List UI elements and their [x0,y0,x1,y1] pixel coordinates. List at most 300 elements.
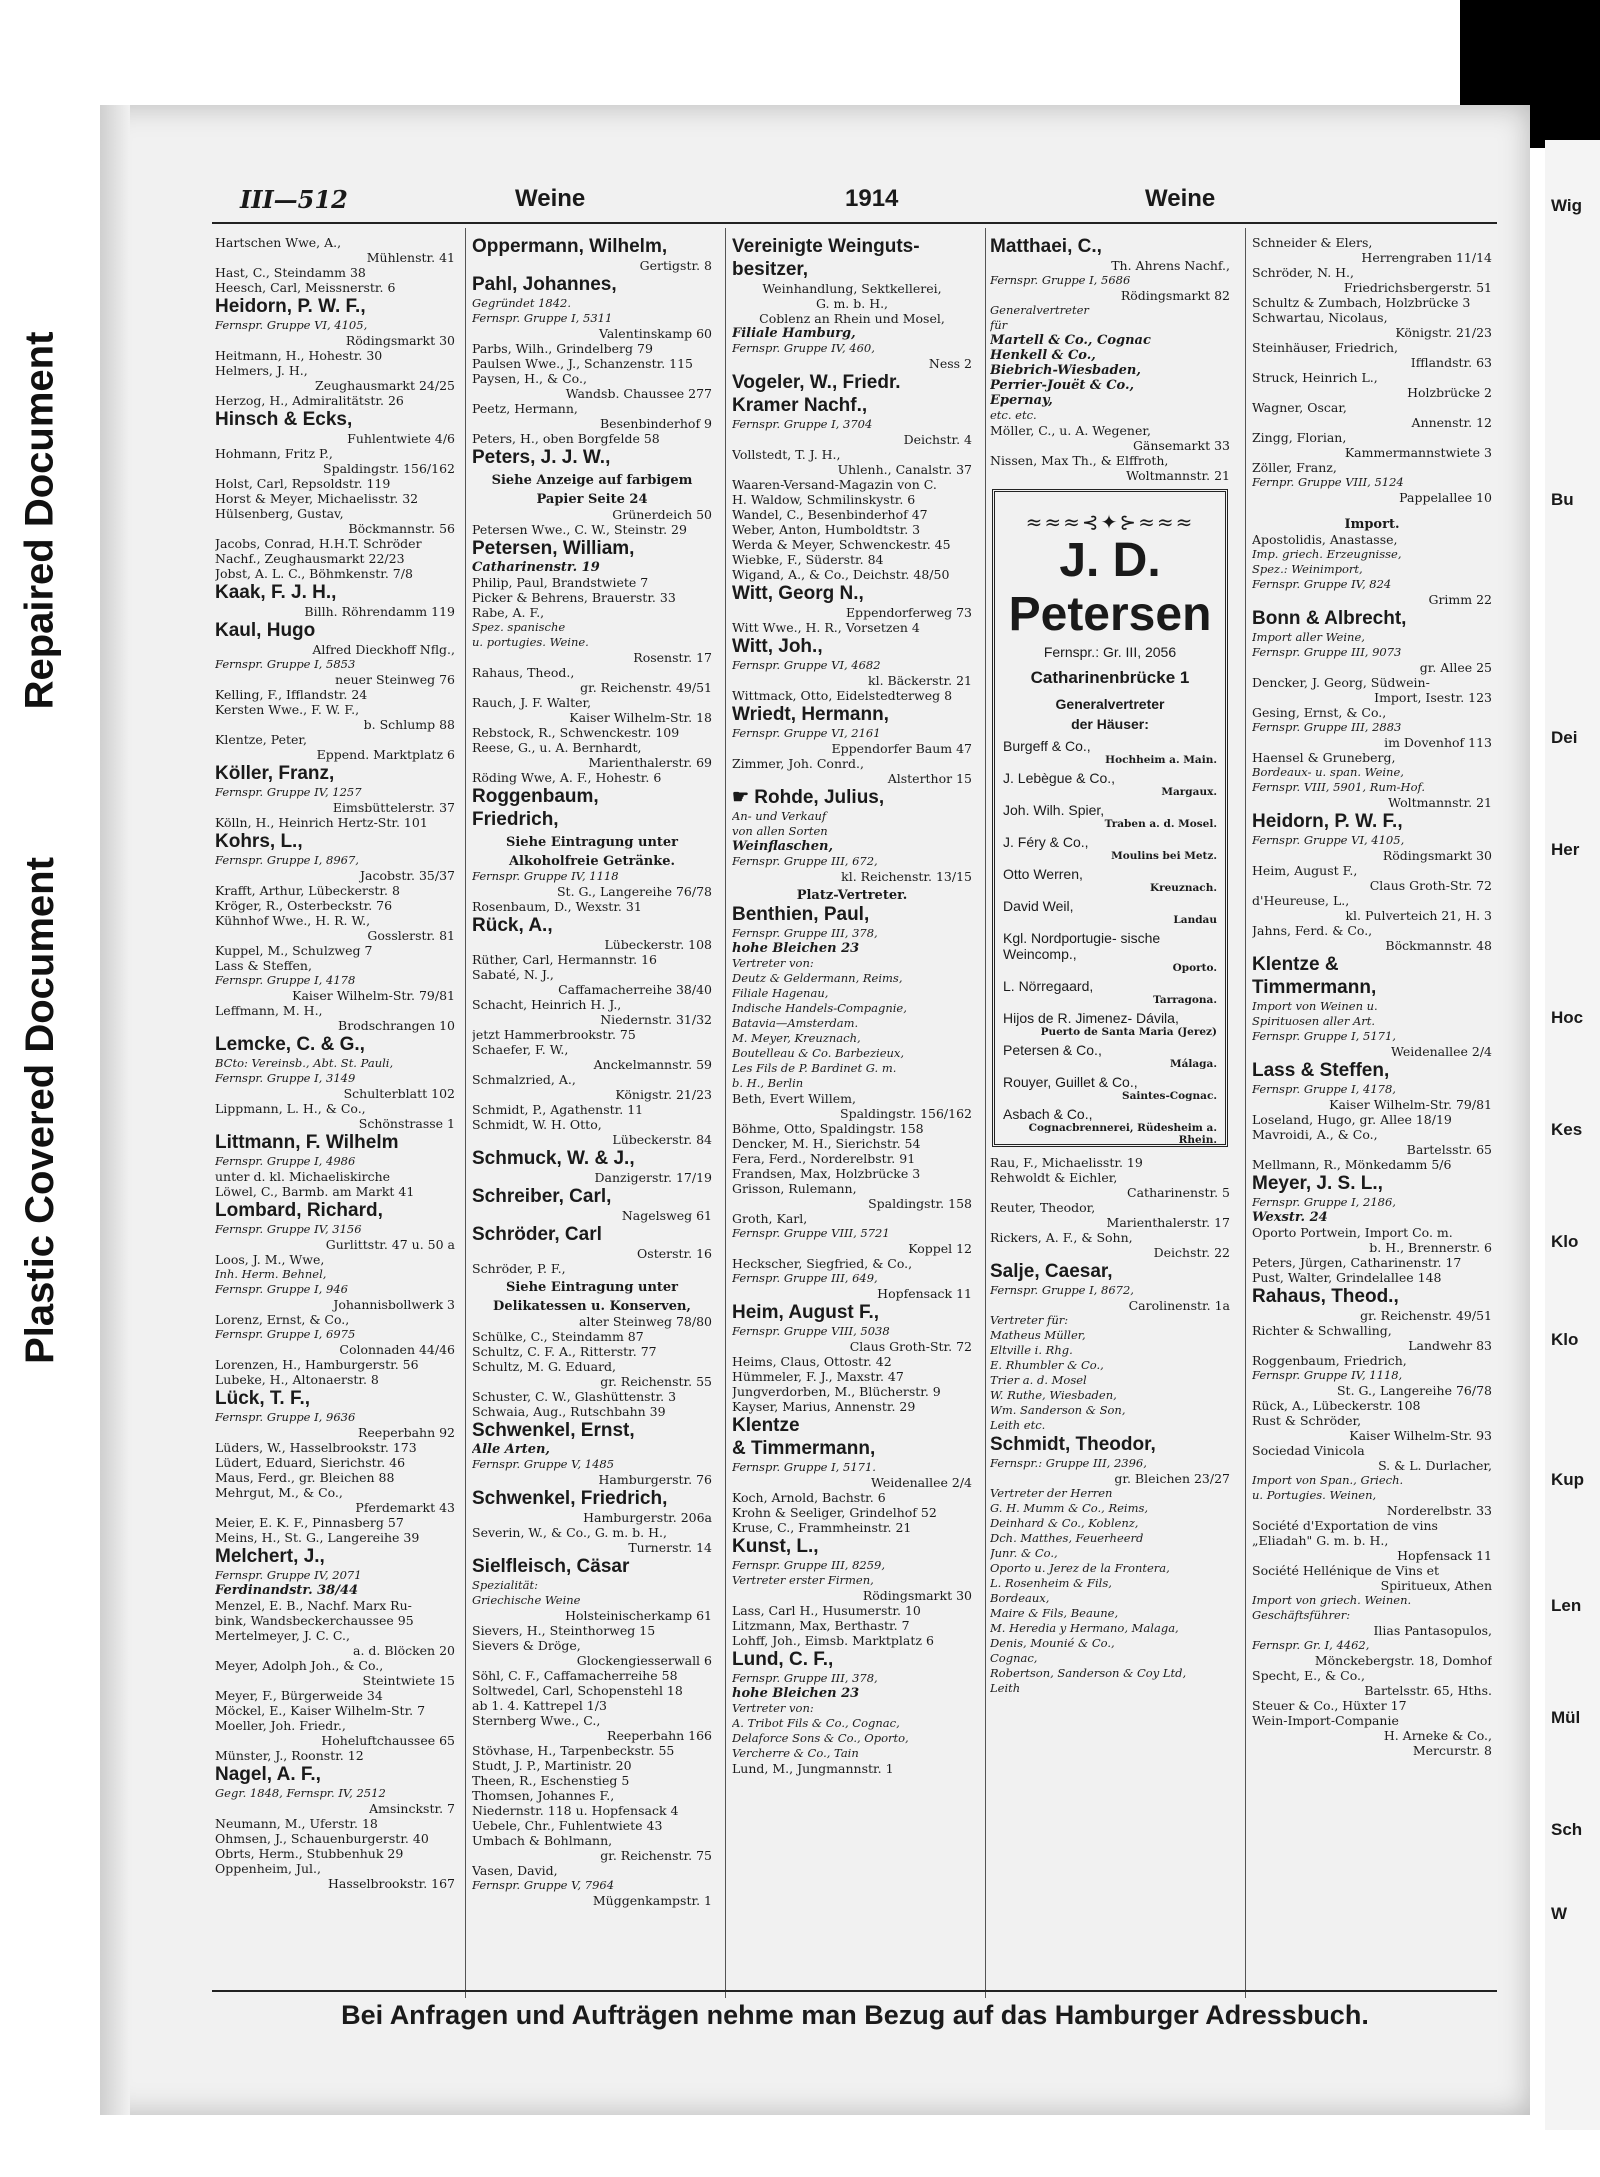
entry-line: gr. Reichenstr. 55 [600,1374,712,1389]
entry-line: Kröger, R., Osterbeckstr. 76 [215,898,393,913]
entry-line: Böckmannstr. 48 [1385,938,1492,953]
entry-line: etc. etc. [990,408,1037,422]
entry-line: Wandsb. Chaussee 277 [565,386,712,401]
entry-line: Eppendorfer Baum 47 [831,741,972,756]
entry-line: Import, Isestr. 123 [1374,690,1492,705]
entry-line: Wagner, Oscar, [1252,400,1347,415]
entry-line: An- und Verkauf [732,809,827,823]
entry-name: Littmann, F. Wilhelm [215,1132,399,1153]
ad-house-name: J. Féry & Co., [1003,834,1089,850]
entry-line: Colonnaden 44/46 [339,1342,455,1357]
entry-line: Uebele, Chr., Fuhlentwiete 43 [472,1818,663,1833]
entry-line: Fernspr. Gruppe I, 3149 [215,1071,356,1085]
entry-line: Nagelsweg 61 [621,1208,712,1223]
column-5 [1252,235,1492,2005]
entry-line: Delikatessen u. Konserven, [493,1299,691,1314]
entry-line: Hopfensack 11 [1397,1548,1492,1563]
column-4 [990,235,1230,2005]
entry-name: & Timmermann, [732,1438,876,1459]
entry-line: Mühlenstr. 41 [366,250,455,265]
entry-line: Eimsbüttelerstr. 37 [332,800,455,815]
entry-line: Valentinskamp 60 [598,326,712,341]
entry-line: Zeughausmarkt 24/25 [315,378,455,393]
entry-line: Rebstock, R., Schwenckestr. 109 [472,725,680,740]
adjacent-page-fragment: Bu [1551,490,1574,509]
entry-line: Bartelsstr. 65 [1406,1142,1492,1157]
entry-line: Stövhase, H., Tarpenbeckstr. 55 [472,1743,675,1758]
entry-line: Leffmann, M. H., [215,1003,323,1018]
entry-name: Lück, T. F., [215,1388,311,1409]
entry-line: Wiebke, F., Süderstr. 84 [732,552,884,567]
entry-line: Heims, Claus, Ottostr. 42 [732,1354,892,1369]
entry-line: Schultz, M. G. Eduard, [472,1359,617,1374]
entry-line: M. Meyer, Kreuznach, [732,1031,861,1045]
entry-line: Deinhard & Co., Koblenz, [990,1516,1139,1530]
entry-line: Fernspr. Gruppe VI, 4105, [1252,833,1405,847]
entry-line: Ohmsen, J., Schauenburgerstr. 40 [215,1831,429,1846]
entry-line: Kölln, H., Heinrich Hertz-Str. 101 [215,815,428,830]
entry-line: Niedernstr. 31/32 [600,1012,712,1027]
ad-house-town: Kreuznach. [1149,882,1217,894]
entry-line: Steintwiete 15 [362,1673,455,1688]
entry-line: von allen Sorten [732,824,828,838]
adjacent-page-fragment: Klo [1551,1232,1579,1251]
entry-line: Ilias Pantasopulos, [1373,1623,1492,1638]
entry-name: Köller, Franz, [215,763,335,784]
entry-line: Inh. Herm. Behnel, [215,1267,327,1281]
entry-line: neuer Steinweg 76 [335,672,455,687]
entry-line: Bordeaux- u. span. Weine, [1252,765,1404,779]
entry-line: Martell & Co., Cognac [990,333,1151,348]
entry-line: Heckscher, Siegfried, & Co., [732,1256,913,1271]
entry-line: Theen, R., Eschenstieg 5 [472,1773,630,1788]
entry-line: Münster, J., Roonstr. 12 [215,1748,364,1763]
entry-line: Weber, Anton, Humboldtstr. 3 [732,522,921,537]
entry-line: Vercherre & Co., Tain [732,1746,859,1760]
entry-line: gr. Reichenstr. 75 [600,1848,712,1863]
entry-line: Waaren-Versand-Magazin von C. [732,477,937,492]
adjacent-page-fragment: Len [1551,1596,1582,1615]
entry-line: d'Heureuse, L., [1252,893,1350,908]
entry-line: für [990,318,1008,332]
entry-name: ☛ Rohde, Julius, [732,787,885,808]
entry-name: Oppermann, Wilhelm, [472,236,668,257]
entry-line: Eppendorferweg 73 [845,605,972,620]
entry-line: Ferdinandstr. 38/44 [215,1583,359,1598]
entry-line: Hamburgerstr. 206a [583,1510,712,1525]
entry-line: Krohn & Seeliger, Grindelhof 52 [732,1505,937,1520]
entry-line: L. Rosenheim & Fils, [990,1576,1112,1590]
entry-line: gr. Bleichen 23/27 [1114,1471,1230,1486]
entry-line: jetzt Hammerbrookstr. 75 [472,1027,636,1042]
entry-line: Maus, Ferd., gr. Bleichen 88 [215,1470,395,1485]
entry-line: Pferdemarkt 43 [355,1500,455,1515]
entry-line: Schultz, C. F. A., Ritterstr. 77 [472,1344,657,1359]
entry-line: Meyer, F., Bürgerweide 34 [215,1688,383,1703]
header-year: 1914 [845,185,899,212]
entry-line: Schülke, C., Steindamm 87 [472,1329,644,1344]
entry-line: Müggenkampstr. 1 [592,1893,712,1908]
ad-house-town: Landau [1173,914,1217,926]
entry-name: Schwenkel, Ernst, [472,1420,635,1441]
entry-line: Nissen, Max Th., & Elffroth, [990,453,1169,468]
ad-name-initials: J. D. [1059,534,1161,587]
entry-line: Spez. spanische [472,620,566,634]
entry-line: Niedernstr. 118 u. Hopfensack 4 [472,1803,679,1818]
entry-line: Geschäftsführer: [1252,1608,1351,1622]
entry-line: Fernspr. Gruppe V, 1485 [472,1457,615,1471]
entry-line: Beth, Evert Willem, [732,1091,857,1106]
entry-line: Klentze, Peter, [215,732,307,747]
entry-line: Kaiser Wilhelm-Str. 93 [1349,1428,1492,1443]
entry-line: Rödingsmarkt 82 [1120,288,1230,303]
ad-house-name: David Weil, [1003,898,1074,914]
entry-line: Kersten Wwe., F. W. F., [215,702,360,717]
entry-line: G. H. Mumm & Co., Reims, [990,1501,1149,1515]
column-divider [985,228,986,1998]
ad-house-town: Saintes-Cognac. [1122,1090,1217,1102]
entry-name: Heidorn, P. W. F., [1252,811,1403,832]
entry-line: Biebrich-Wiesbaden, [990,363,1141,378]
entry-line: Uhlenh., Canalstr. 37 [837,462,972,477]
entry-line: Möller, C., u. A. Wegener, [990,423,1151,438]
entry-line: Löwel, C., Barmb. am Markt 41 [215,1184,415,1199]
entry-line: Meyer, Adolph Joh., & Co., [215,1658,384,1673]
entry-line: Fernspr. Gruppe III, 378, [732,1671,878,1685]
ad-house-name: Petersen & Co., [1003,1042,1102,1058]
entry-line: Schwartau, Nicolaus, [1252,310,1388,325]
entry-line: Spaldingstr. 158 [868,1196,972,1211]
entry-name: Klentze & [1252,954,1339,975]
entry-line: Fernspr. Gruppe III, 649, [732,1271,878,1285]
entry-line: Rosenbaum, D., Wexstr. 31 [472,899,642,914]
entry-line: Weidenallee 2/4 [1390,1044,1492,1059]
entry-line: Glockengiesserwall 6 [576,1653,712,1668]
entry-name: Kohrs, L., [215,831,303,852]
entry-line: Vasen, David, [472,1863,558,1878]
entry-line: Société d'Exportation de vins [1252,1518,1438,1533]
entry-line: Zingg, Florian, [1252,430,1347,445]
entry-line: Grimm 22 [1428,592,1492,607]
entry-line: „Eliadah" G. m. b. H., [1252,1533,1389,1548]
entry-line: Weinflaschen, [732,839,834,854]
entry-line: Jahns, Ferd. & Co., [1252,923,1373,938]
entry-line: a. d. Blöcken 20 [353,1643,455,1658]
entry-line: Witt Wwe., H. R., Vorsetzen 4 [732,620,920,635]
entry-line: gr. Reichenstr. 49/51 [580,680,712,695]
entry-line: Fernspr. Gruppe IV, 2071 [215,1568,362,1582]
entry-line: Krafft, Arthur, Lübeckerstr. 8 [215,883,400,898]
adjacent-page-fragment: Mül [1551,1708,1581,1727]
entry-line: Junr. & Co., [990,1546,1058,1560]
entry-line: Böhme, Otto, Spaldingstr. 158 [732,1121,924,1136]
ad-house-name: Otto Werren, [1003,866,1083,882]
entry-line: Fernspr. Gruppe VI, 2161 [732,726,881,740]
entry-name: besitzer, [732,259,809,280]
entry-line: Import. [1344,517,1400,532]
entry-line: Rosenstr. 17 [633,650,712,665]
entry-line: Moeller, Joh. Friedr., [215,1718,346,1733]
entry-line: Eppend. Marktplatz 6 [316,747,455,762]
entry-line: St. G., Langereihe 76/78 [556,884,712,899]
column-divider [465,228,466,1998]
ad-name-surname: Petersen [1008,588,1212,641]
entry-line: Hamburgerstr. 76 [598,1472,712,1487]
entry-line: Perrier-Jouët & Co., [990,378,1135,393]
entry-line: Imp. griech. Erzeugnisse, [1252,547,1402,561]
entry-line: Grisson, Rulemann, [732,1181,857,1196]
entry-line: Matheus Müller, [990,1328,1086,1342]
entry-line: Jungverdorben, M., Blücherstr. 9 [732,1384,941,1399]
entry-line: Fernspr. Gruppe III, 672, [732,854,878,868]
entry-line: Fernspr. Gruppe III, 2883 [1252,720,1402,734]
entry-line: Jacobstr. 35/37 [359,868,455,883]
entry-line: Obrts, Herm., Stubbenhuk 29 [215,1846,404,1861]
entry-line: Osterstr. 16 [637,1246,712,1261]
entry-line: Eltville i. Rhg. [990,1343,1073,1357]
entry-line: Röding Wwe, A. F., Hohestr. 6 [472,770,662,785]
column-4-bottom [990,1155,1230,1696]
entry-line: Batavia—Amsterdam. [732,1016,859,1030]
entry-line: Zimmer, Joh. Conrd., [732,756,864,771]
entry-line: Fernspr. Gruppe I, 5686 [990,273,1131,287]
entry-line: Fernspr. Gruppe I, 5171, [1252,1029,1396,1043]
entry-line: Struck, Heinrich L., [1252,370,1378,385]
header-left-title: Weine [515,185,586,212]
column-divider [725,228,726,1998]
entry-line: Fernpr. Gruppe VIII, 5124 [1252,475,1404,489]
entry-line: Vertreter für: [990,1313,1069,1327]
entry-line: Fernspr. Gruppe I, 9636 [215,1410,356,1424]
entry-line: Fernspr. Gruppe VIII, 5721 [732,1226,890,1240]
entry-line: Th. Ahrens Nachf., [1111,258,1230,273]
entry-line: Carolinenstr. 1a [1128,1298,1230,1313]
entry-line: Fernspr. Gruppe III, 8259, [732,1558,886,1572]
entry-line: Mellmann, R., Mönkedamm 5/6 [1252,1157,1452,1172]
entry-line: Schröder, P. F., [472,1261,566,1276]
entry-line: hohe Bleichen 23 [732,941,860,956]
entry-line: Fernspr. Gr. I, 4462, [1252,1638,1370,1652]
entry-line: Kaiser Wilhelm-Str. 79/81 [1329,1097,1492,1112]
entry-line: Schmidt, P., Agathenstr. 11 [472,1102,644,1117]
entry-line: Heitmann, H., Hohestr. 30 [215,348,383,363]
entry-line: Spez.: Weinimport, [1252,562,1363,576]
entry-line: Schuster, C. W., Glashüttenstr. 3 [472,1389,677,1404]
entry-line: Rust & Schröder, [1252,1413,1362,1428]
ad-house-town: Moulins bei Metz. [1111,850,1217,862]
entry-line: Soltwedel, Carl, Schopenstehl 18 [472,1683,683,1698]
ad-house-list [1003,738,1217,1146]
page-header [215,185,1495,215]
entry-line: Amsinckstr. 7 [369,1801,455,1816]
entry-line: Fernspr. Gruppe I, 4986 [215,1154,356,1168]
entry-line: Boutelleau & Co. Barbezieux, [732,1046,905,1060]
entry-line: Import von griech. Weinen. [1252,1593,1412,1607]
entry-line: G. m. b. H., [815,296,889,311]
footer-rule [212,1990,1497,1992]
entry-line: Mercurstr. 8 [1412,1743,1492,1758]
entry-line: Fernspr. Gruppe VI, 4682 [732,658,881,672]
entry-line: Fernspr. Gruppe I, 8672, [990,1283,1134,1297]
entry-name: Witt, Joh., [732,636,823,657]
entry-name: Rahaus, Theod., [1252,1286,1399,1307]
entry-line: Platz-Vertreter. [796,888,908,903]
entry-line: Grünerdeich 50 [612,507,712,522]
entry-line: Spiritueux, Athen [1380,1578,1492,1593]
entry-line: Marienthalerstr. 17 [1106,1215,1230,1230]
entry-line: Fernspr. Gruppe I, 5171. [732,1460,876,1474]
entry-line: Lass, Carl H., Husumerstr. 10 [732,1603,921,1618]
entry-line: Groth, Karl, [732,1211,808,1226]
entry-line: Wexstr. 24 [1252,1210,1328,1225]
entry-line: Sievers & Dröge, [472,1638,581,1653]
entry-line: Claus Groth-Str. 72 [849,1339,972,1354]
entry-line: Bordeaux, [990,1591,1050,1605]
footer-notice: Bei Anfragen und Aufträgen nehme man Bezug auf das Hamburger Adressbuch. [341,2000,1369,2030]
entry-name: Schmuck, W. & J., [472,1148,635,1169]
entry-line: Meier, E. K. F., Pinnasberg 57 [215,1515,404,1530]
entry-name: Pahl, Johannes, [472,274,617,295]
entry-line: gr. Reichenstr. 49/51 [1360,1308,1492,1323]
entry-line: Zöller, Franz, [1252,460,1337,475]
entry-name: Lass & Steffen, [1252,1060,1390,1081]
adjacent-page-fragment: Dei [1551,728,1578,747]
entry-line: Sabaté, N. J., [472,967,554,982]
ad-house-name: Hijos de R. Jimenez- Dávila, [1003,1010,1179,1026]
entry-line: Wittmack, Otto, Eidelstedterweg 8 [732,688,953,703]
entry-name: Klentze [732,1415,800,1436]
entry-line: Hasselbrookstr. 167 [327,1876,455,1891]
entry-line: S. & L. Durlacher, [1378,1458,1492,1473]
entry-line: M. Heredia y Hermano, Malaga, [990,1621,1179,1635]
entry-line: Rickers, A. F., & Sohn, [990,1230,1133,1245]
entry-line: Rödingsmarkt 30 [345,333,455,348]
entry-line: alter Steinweg 78/80 [579,1314,712,1329]
entry-line: Peters, Jürgen, Catharinenstr. 17 [1252,1255,1462,1270]
entry-line: E. Rhumbler & Co., [990,1358,1104,1372]
entry-line: Catharinenstr. 5 [1127,1185,1230,1200]
entry-line: Möckel, E., Kaiser Wilhelm-Str. 7 [215,1703,426,1718]
entry-line: Hülsenberg, Gustav, [215,506,344,521]
entry-line: Lass & Steffen, [215,958,312,973]
entry-line: Deutz & Geldermann, Reims, [732,971,903,985]
entry-line: Werda & Meyer, Schwenckestr. 45 [732,537,951,552]
entry-line: Brodschrangen 10 [338,1018,455,1033]
plastic-covered-label [10,830,70,1390]
ad-phone: Fernspr.: Gr. III, 2056 [1043,644,1177,660]
entry-line: Bartelsstr. 65, Hths. [1364,1683,1492,1698]
entry-line: Friedrichsbergerstr. 51 [1343,280,1492,295]
entry-line: Denis, Mounié & Co., [990,1636,1115,1650]
entry-line: Alkoholfreie Getränke. [508,854,676,869]
entry-line: Schultz & Zumbach, Holzbrücke 3 [1252,295,1471,310]
entry-line: Schneider & Elers, [1252,235,1373,250]
entry-line: Woltmannstr. 21 [1388,795,1492,810]
entry-line: Thomsen, Johannes F., [472,1788,615,1803]
entry-name: Bonn & Albrecht, [1252,608,1407,629]
entry-line: Lüders, W., Hasselbrookstr. 173 [215,1440,417,1455]
entry-name: Petersen, William, [472,538,635,559]
entry-line: Kuppel, M., Schulzweg 7 [215,943,373,958]
entry-line: Anckelmannstr. 59 [593,1057,712,1072]
entry-line: Fernspr. Gruppe IV, 1257 [215,785,362,799]
entry-line: Fernspr. Gruppe IV, 1118 [472,869,619,883]
entry-name: Heim, August F., [732,1302,880,1323]
entry-line: Cognac, [990,1651,1038,1665]
entry-line: Kühnhof Wwe., H. R. W., [215,913,371,928]
entry-line: Schröder, N. H., [1252,265,1354,280]
entry-name: Schmidt, Theodor, [990,1434,1156,1455]
entry-line: Siehe Eintragung unter [505,1280,679,1295]
entry-line: Kelling, F., Ifflandstr. 24 [215,687,368,702]
entry-line: Kaiser Wilhelm-Str. 79/81 [292,988,455,1003]
entry-line: Epernay, [990,393,1053,408]
adjacent-page-fragment: Wig [1551,196,1583,215]
entry-line: H. Arneke & Co., [1383,1728,1492,1743]
entry-line: Les Fils de P. Bardinet G. m. [732,1061,897,1075]
entry-line: Holsteinischerkamp 61 [565,1608,712,1623]
entry-line: Société Hellénique de Vins et [1252,1563,1440,1578]
entry-line: Holzbrücke 2 [1407,385,1492,400]
entry-line: Reeperbahn 166 [607,1728,712,1743]
entry-line: Hast, C., Steindamm 38 [215,265,366,280]
entry-line: Spaldingstr. 156/162 [840,1106,972,1121]
entry-line: Deichstr. 4 [903,432,972,447]
entry-line: Wm. Sanderson & Son, [990,1403,1126,1417]
entry-line: Pappelallee 10 [1399,490,1492,505]
entry-line: Fernspr. Gruppe I, 946 [215,1282,348,1296]
top-margin [0,0,1600,52]
entry-line: Schacht, Heinrich H. J., [472,997,622,1012]
ad-house-name: J. Lebègue & Co., [1003,770,1116,786]
ad-house-name: Asbach & Co., [1003,1106,1093,1122]
entry-line: Fernspr. Gruppe IV, 3156 [215,1222,362,1236]
entry-line: Maire & Fils, Beaune, [990,1606,1119,1620]
entry-line: b. Schlump 88 [363,717,455,732]
entry-line: Fernspr. Gruppe III, 9073 [1252,645,1402,659]
entry-line: Fernspr. Gruppe IV, 1118, [1252,1368,1403,1382]
ad-house-town: Margaux. [1161,786,1217,798]
entry-line: Import von Span., Griech. [1252,1473,1404,1487]
ad-address: Catharinenbrücke 1 [1030,668,1190,687]
entry-line: Königstr. 21/23 [615,1087,712,1102]
entry-line: Siehe Anzeige auf farbigem [491,473,693,488]
column-1 [215,235,455,2005]
entry-line: Woltmannstr. 21 [1126,468,1230,483]
entry-name: Matthaei, C., [990,236,1102,257]
entry-line: Mönckebergstr. 18, Domhof [1314,1653,1492,1668]
entry-line: Peetz, Hermann, [472,401,578,416]
entry-line: Landwehr 83 [1408,1338,1492,1353]
entry-line: Robertson, Sanderson & Coy Ltd, [990,1666,1187,1680]
entry-line: St. G., Langereihe 76/78 [1336,1383,1492,1398]
entry-line: H. Waldow, Schmilinskystr. 6 [732,492,916,507]
entry-line: Reese, G., u. A. Bernhardt, [472,740,642,755]
entry-line: Alsterthor 15 [887,771,972,786]
entry-line: Vertreter von: [732,956,814,970]
entry-line: Herrengraben 11/14 [1361,250,1492,265]
entry-line: Norderelbstr. 33 [1386,1503,1492,1518]
entry-line: Wigand, A., & Co., Deichstr. 48/50 [732,567,950,582]
entry-line: Petersen Wwe., C. W., Steinstr. 29 [472,522,687,537]
entry-line: Dch. Matthes, Feuerheerd [990,1531,1144,1545]
entry-line: Frandsen, Max, Holzbrücke 3 [732,1166,921,1181]
entry-name: Meyer, J. S. L., [1252,1173,1383,1194]
entry-line: Hohmann, Fritz P., [215,446,333,461]
entry-name: Wriedt, Hermann, [732,704,889,725]
entry-line: Fernspr. Gruppe I, 4178, [1252,1082,1396,1096]
adjacent-page-fragment: Kup [1551,1470,1585,1489]
